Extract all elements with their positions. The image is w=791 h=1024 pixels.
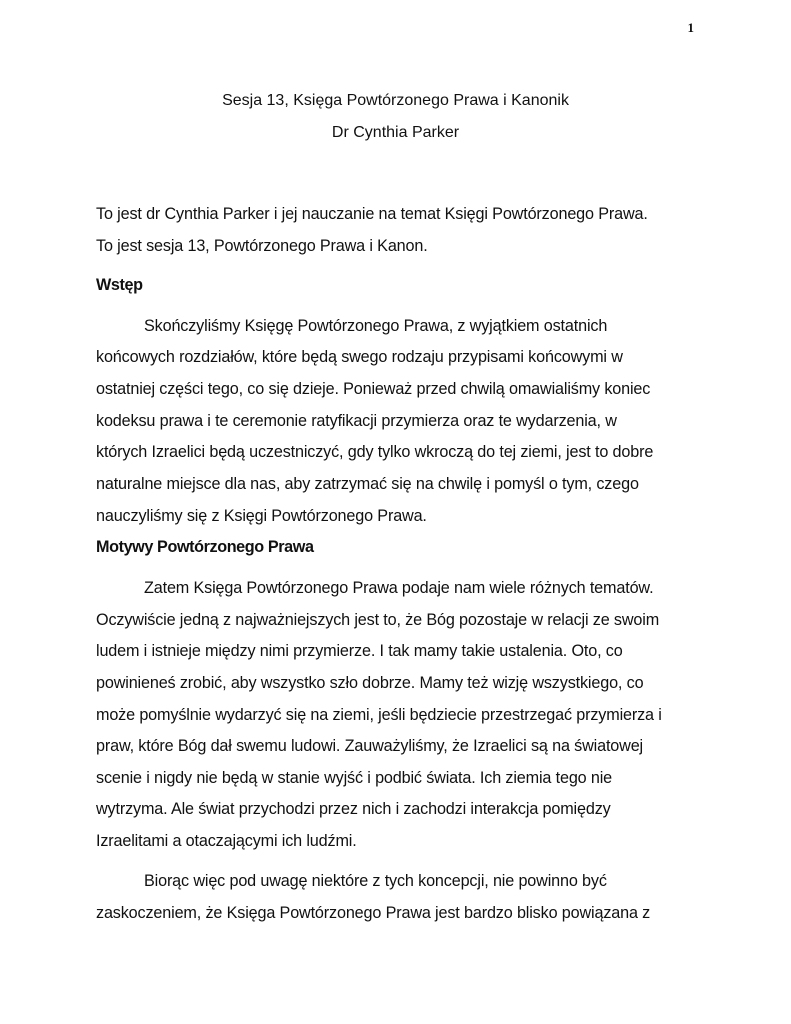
intro-line: To jest sesja 13, Powtórzonego Prawa i Kanon. <box>96 237 428 255</box>
paragraph-line: scenie i nigdy nie będą w stanie wyjść i podbić świata. Ich ziemia tego nie <box>96 769 613 787</box>
paragraph-line: ostatniej części tego, co się dzieje. Ponieważ przed chwilą omawialiśmy koniec <box>96 380 651 398</box>
paragraph-line: może pomyślnie wydarzyć się na ziemi, jeśli będziecie przestrzegać przymierza i <box>96 706 662 724</box>
paragraph-line: wytrzyma. Ale świat przychodzi przez nich i zachodzi interakcja pomiędzy <box>96 800 611 818</box>
paragraph-line: których Izraelici będą uczestniczyć, gdy tylko wkroczą do tej ziemi, jest to dobre <box>96 443 654 461</box>
paragraph-line: nauczyliśmy się z Księgi Powtórzonego Prawa. <box>96 507 427 525</box>
paragraph-line: zaskoczeniem, że Księga Powtórzonego Prawa jest bardzo blisko powiązana z <box>96 904 651 922</box>
paragraph-line: Skończyliśmy Księgę Powtórzonego Prawa, z wyjątkiem ostatnich <box>144 317 608 335</box>
paragraph-line: końcowych rozdziałów, które będą swego rodzaju przypisami końcowymi w <box>96 348 623 366</box>
paragraph-line: ludem i istnieje między nimi przymierze. I tak mamy takie ustalenia. Oto, co <box>96 642 623 660</box>
paragraph-line: Oczywiście jedną z najważniejszych jest to, że Bóg pozostaje w relacji ze swoim <box>96 611 660 629</box>
paragraph-line: praw, które Bóg dał swemu ludowi. Zauważyliśmy, że Izraelici są na światowej <box>96 737 643 755</box>
paragraph-line: Biorąc więc pod uwagę niektóre z tych koncepcji, nie powinno być <box>144 872 607 890</box>
page-number: 1 <box>687 20 694 35</box>
paragraph-line: naturalne miejsce dla nas, aby zatrzymać się na chwilę i pomyśl o tym, czego <box>96 475 639 493</box>
intro-line: To jest dr Cynthia Parker i jej nauczanie na temat Księgi Powtórzonego Prawa. <box>96 205 648 223</box>
paragraph-line: powinieneś zrobić, aby wszystko szło dobrze. Mamy też wizję wszystkiego, co <box>96 674 644 692</box>
paragraph-line: Zatem Księga Powtórzonego Prawa podaje nam wiele różnych tematów. <box>144 579 654 597</box>
document-author: Dr Cynthia Parker <box>331 124 460 141</box>
paragraph-line: kodeksu prawa i te ceremonie ratyfikacji przymierza oraz te wydarzenia, w <box>96 412 617 430</box>
paragraph-line: Izraelitami a otaczającymi ich ludźmi. <box>96 832 357 850</box>
section-heading: Motywy Powtórzonego Prawa <box>96 538 314 556</box>
document-title: Sesja 13, Księga Powtórzonego Prawa i Kanonik <box>222 92 569 109</box>
section-heading: Wstęp <box>96 276 143 294</box>
